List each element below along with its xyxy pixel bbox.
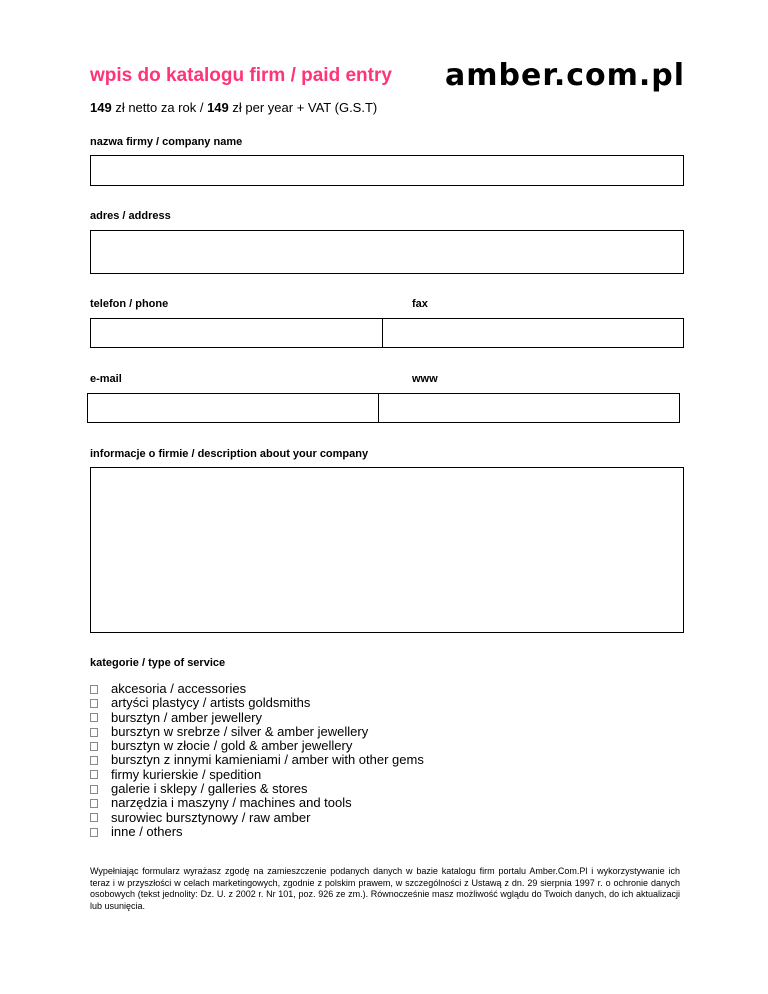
fax-field[interactable]	[382, 318, 684, 348]
price-amount-pl: 149	[90, 100, 112, 115]
category-label: bursztyn / amber jewellery	[111, 709, 262, 725]
checkbox-icon[interactable]	[90, 813, 98, 822]
checkbox-icon[interactable]	[90, 699, 98, 708]
checkbox-icon[interactable]	[90, 756, 98, 765]
fax-label: fax	[412, 298, 428, 310]
category-label: surowiec bursztynowy / raw amber	[111, 809, 311, 825]
www-label: www	[412, 373, 438, 385]
price-line	[90, 100, 377, 115]
category-item[interactable]	[90, 725, 424, 739]
price-text-en: zł per year + VAT (G.S.T)	[228, 100, 378, 115]
category-item[interactable]	[90, 796, 424, 810]
address-label: adres / address	[90, 210, 171, 222]
category-item[interactable]	[90, 696, 424, 710]
company-name-field[interactable]	[90, 155, 684, 186]
category-label: akcesoria / accessories	[111, 681, 247, 696]
category-label: galerie i sklepy / galleries & stores	[111, 781, 308, 797]
address-field[interactable]	[90, 230, 684, 274]
category-item[interactable]	[90, 782, 424, 796]
category-label: bursztyn w złocie / gold & amber jewellery	[111, 738, 353, 754]
checkbox-icon[interactable]	[90, 770, 98, 779]
checkbox-icon[interactable]	[90, 742, 98, 751]
company-name-label: nazwa firmy / company name	[90, 136, 243, 148]
consent-text: Wypełniając formularz wyrażasz zgodę na zamieszczenie podanych danych w bazie katalogu firm portalu Amber.Com.Pl i wykorzystywanie ich teraz i w przyszłości w celach marketingowych, zgodnie z polskim prawem, w szczególności z Ustawą z dn. 29 sierpnia 1997 r. o ochronie danych osobowych (tekst jednolity: Dz. U. z 2002 r. Nr 101, poz. 926 ze zm.). Równocześnie masz możliwość wglądu do Twoich danych, do ich aktualizacji lub usunięcia.	[90, 866, 680, 911]
phone-field[interactable]	[90, 318, 383, 348]
checkbox-icon[interactable]	[90, 728, 98, 737]
category-item[interactable]	[90, 682, 424, 696]
checkbox-icon[interactable]	[90, 785, 98, 794]
checkbox-icon[interactable]	[90, 713, 98, 722]
checkbox-icon[interactable]	[90, 685, 98, 694]
description-field[interactable]	[90, 467, 684, 633]
www-field[interactable]	[378, 393, 680, 423]
form-title: wpis do katalogu firm / paid entry	[90, 65, 392, 86]
category-item[interactable]	[90, 825, 424, 839]
categories-list	[90, 682, 424, 839]
category-label: artyści plastycy / artists goldsmiths	[111, 695, 311, 711]
category-label: bursztyn z innymi kamieniami / amber with other gems	[111, 752, 424, 768]
category-item[interactable]	[90, 811, 424, 825]
description-label: informacje o firmie / description about your company	[90, 448, 369, 460]
category-label: narzędzia i maszyny / machines and tools	[111, 795, 352, 811]
checkbox-icon[interactable]	[90, 828, 98, 837]
price-text-pl: zł netto za rok /	[111, 100, 208, 115]
category-item[interactable]	[90, 753, 424, 767]
category-item[interactable]	[90, 711, 424, 725]
checkbox-icon[interactable]	[90, 799, 98, 808]
category-label: inne / others	[111, 823, 183, 839]
amber-logo: amber.com.pl	[445, 58, 686, 93]
category-item[interactable]	[90, 768, 424, 782]
category-item[interactable]	[90, 739, 424, 753]
category-label: bursztyn w srebrze / silver & amber jewellery	[111, 723, 369, 739]
price-amount-en: 149	[207, 100, 229, 115]
categories-label: kategorie / type of service	[90, 657, 226, 669]
email-label: e-mail	[90, 373, 122, 385]
category-label: firmy kurierskie / spedition	[111, 766, 262, 782]
phone-label: telefon / phone	[90, 298, 169, 310]
email-field[interactable]	[87, 393, 379, 423]
